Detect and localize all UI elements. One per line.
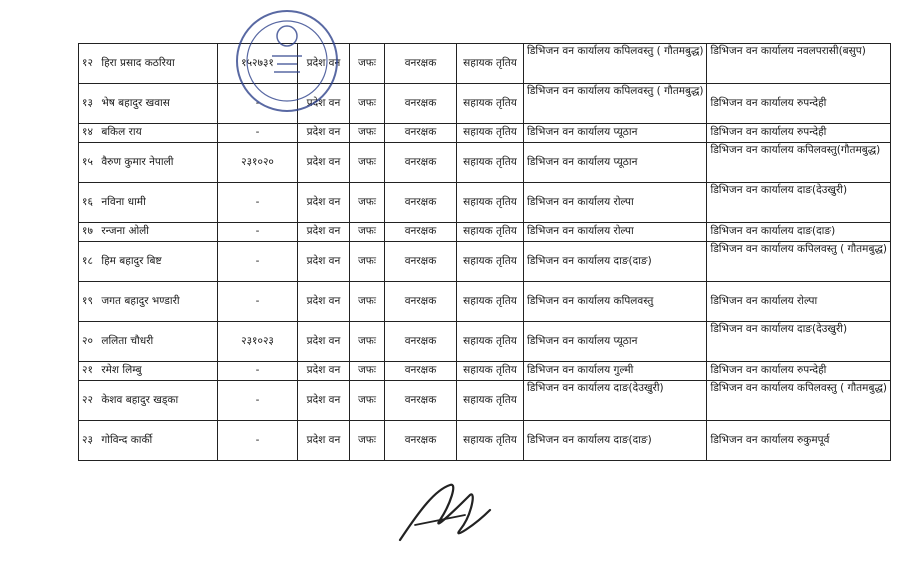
to-office-cell-text: डिभिजन वन कार्यालय रुपन्देही bbox=[710, 364, 827, 377]
employee-name: जगत बहादुर भण्डारी bbox=[101, 294, 180, 307]
level-cell bbox=[457, 84, 524, 124]
group-cell bbox=[350, 223, 385, 242]
post-cell bbox=[385, 282, 457, 322]
to-office-cell-text: डिभिजन वन कार्यालय कपिलवस्तु ( गौतमबुद्ध) bbox=[710, 382, 887, 394]
group-cell-text: जफः bbox=[357, 56, 376, 69]
employee-cell bbox=[79, 124, 218, 143]
employee-code bbox=[218, 362, 298, 381]
employee-cell bbox=[79, 143, 218, 183]
level-cell bbox=[457, 183, 524, 223]
group-cell-text: जफः bbox=[357, 195, 376, 208]
service-cell bbox=[298, 362, 350, 381]
level-cell-text: सहायक तृतिय bbox=[463, 96, 517, 109]
employee-cell bbox=[79, 421, 218, 461]
employee-code bbox=[218, 183, 298, 223]
group-cell bbox=[350, 84, 385, 124]
level-cell-text: सहायक तृतिय bbox=[463, 195, 517, 208]
employee-code bbox=[218, 242, 298, 282]
post-cell-text: वनरक्षक bbox=[404, 364, 437, 377]
service-cell-text: प्रदेश वन bbox=[306, 155, 341, 168]
group-cell bbox=[350, 421, 385, 461]
service-cell-text: प्रदेश वन bbox=[306, 254, 341, 267]
employee-code-text: - bbox=[255, 393, 260, 406]
to-office-cell bbox=[707, 362, 890, 381]
from-office-cell bbox=[524, 322, 707, 362]
serial-number: २३ bbox=[82, 433, 93, 446]
serial-number: १४ bbox=[82, 126, 93, 139]
post-cell-text: वनरक्षक bbox=[404, 195, 437, 208]
to-office-cell bbox=[707, 282, 890, 322]
level-cell-text: सहायक तृतिय bbox=[463, 364, 517, 377]
serial-number: २१ bbox=[82, 364, 93, 377]
service-cell bbox=[298, 242, 350, 282]
from-office-cell bbox=[524, 84, 707, 124]
from-office-cell bbox=[524, 242, 707, 282]
service-cell-text: प्रदेश वन bbox=[306, 364, 341, 377]
from-office-cell bbox=[524, 362, 707, 381]
post-cell bbox=[385, 143, 457, 183]
service-cell-text: प्रदेश वन bbox=[306, 195, 341, 208]
employee-cell bbox=[79, 84, 218, 124]
employee-code bbox=[218, 322, 298, 362]
table-row bbox=[79, 143, 891, 183]
post-cell-text: वनरक्षक bbox=[404, 254, 437, 267]
to-office-cell bbox=[707, 183, 890, 223]
employee-code bbox=[218, 124, 298, 143]
from-office-cell-text: डिभिजन वन कार्यालय रोल्पा bbox=[527, 225, 634, 238]
post-cell bbox=[385, 381, 457, 421]
employee-cell bbox=[79, 183, 218, 223]
employee-code-text: - bbox=[255, 294, 260, 307]
employee-code-text: - bbox=[255, 126, 260, 139]
level-cell bbox=[457, 124, 524, 143]
from-office-cell bbox=[524, 183, 707, 223]
to-office-cell bbox=[707, 44, 890, 84]
from-office-cell bbox=[524, 381, 707, 421]
from-office-cell bbox=[524, 124, 707, 143]
group-cell bbox=[350, 381, 385, 421]
service-cell bbox=[298, 322, 350, 362]
employee-name: हिम बहादुर बिष्ट bbox=[101, 254, 162, 267]
from-office-cell-text: डिभिजन वन कार्यालय दाङ(देउखुरी) bbox=[527, 382, 664, 394]
to-office-cell bbox=[707, 421, 890, 461]
level-cell-text: सहायक तृतिय bbox=[463, 155, 517, 168]
from-office-cell-text: डिभिजन वन कार्यालय प्यूठान bbox=[527, 126, 638, 139]
to-office-cell bbox=[707, 84, 890, 124]
from-office-cell-text: डिभिजन वन कार्यालय प्यूठान bbox=[527, 155, 638, 168]
group-cell-text: जफः bbox=[357, 393, 376, 406]
employee-name: केशव बहादुर खड्का bbox=[101, 393, 179, 406]
employee-cell bbox=[79, 381, 218, 421]
post-cell bbox=[385, 322, 457, 362]
employee-name: नविना धामी bbox=[101, 195, 146, 208]
to-office-cell-text: डिभिजन वन कार्यालय नवलपरासी(बसुप) bbox=[710, 45, 866, 57]
table-row bbox=[79, 381, 891, 421]
table-row bbox=[79, 242, 891, 282]
service-cell-text: प्रदेश वन bbox=[306, 126, 341, 139]
signature-icon bbox=[380, 470, 510, 560]
to-office-cell-text: डिभिजन वन कार्यालय दाङ(दाङ) bbox=[710, 225, 836, 238]
group-cell bbox=[350, 282, 385, 322]
table-row bbox=[79, 223, 891, 242]
group-cell bbox=[350, 362, 385, 381]
from-office-cell-text: डिभिजन वन कार्यालय कपिलवस्तु ( गौतमबुद्ध) bbox=[527, 85, 704, 97]
group-cell-text: जफः bbox=[357, 334, 376, 347]
employee-code bbox=[218, 143, 298, 183]
transfer-table bbox=[78, 43, 891, 461]
employee-cell bbox=[79, 223, 218, 242]
service-cell-text: प्रदेश वन bbox=[306, 433, 341, 446]
from-office-cell bbox=[524, 223, 707, 242]
from-office-cell-text: डिभिजन वन कार्यालय रोल्पा bbox=[527, 195, 634, 208]
employee-name: गोविन्द कार्की bbox=[101, 433, 153, 446]
serial-number: २२ bbox=[82, 393, 93, 406]
group-cell-text: जफः bbox=[357, 254, 376, 267]
level-cell-text: सहायक तृतिय bbox=[463, 294, 517, 307]
level-cell-text: सहायक तृतिय bbox=[463, 334, 517, 347]
to-office-cell bbox=[707, 322, 890, 362]
employee-name: बकिल राय bbox=[101, 126, 142, 139]
group-cell bbox=[350, 242, 385, 282]
service-cell-text: प्रदेश वन bbox=[306, 393, 341, 406]
table-row bbox=[79, 322, 891, 362]
to-office-cell bbox=[707, 381, 890, 421]
level-cell bbox=[457, 322, 524, 362]
employee-name: वैरुण कुमार नेपाली bbox=[101, 155, 174, 168]
group-cell bbox=[350, 124, 385, 143]
to-office-cell-text: डिभिजन वन कार्यालय दाङ(देउखुरी) bbox=[710, 184, 848, 196]
level-cell-text: सहायक तृतिय bbox=[463, 56, 517, 69]
serial-number: १३ bbox=[82, 96, 93, 109]
employee-code-text: - bbox=[255, 96, 260, 109]
employee-name: ललिता चौधरी bbox=[101, 334, 154, 347]
post-cell-text: वनरक्षक bbox=[404, 294, 437, 307]
level-cell-text: सहायक तृतिय bbox=[463, 126, 517, 139]
employee-code bbox=[218, 282, 298, 322]
to-office-cell-text: डिभिजन वन कार्यालय रुकुमपूर्व bbox=[710, 433, 830, 446]
post-cell-text: वनरक्षक bbox=[404, 96, 437, 109]
from-office-cell bbox=[524, 143, 707, 183]
to-office-cell bbox=[707, 124, 890, 143]
to-office-cell-text: डिभिजन वन कार्यालय कपिलवस्तु ( गौतमबुद्ध) bbox=[710, 243, 887, 255]
group-cell-text: जफः bbox=[357, 225, 376, 238]
service-cell bbox=[298, 124, 350, 143]
post-cell-text: वनरक्षक bbox=[404, 334, 437, 347]
service-cell bbox=[298, 282, 350, 322]
group-cell bbox=[350, 44, 385, 84]
level-cell bbox=[457, 223, 524, 242]
employee-code-text: - bbox=[255, 254, 260, 267]
to-office-cell-text: डिभिजन वन कार्यालय रुपन्देही bbox=[710, 96, 827, 109]
service-cell bbox=[298, 143, 350, 183]
group-cell-text: जफः bbox=[357, 294, 376, 307]
service-cell-text: प्रदेश वन bbox=[306, 56, 341, 69]
level-cell bbox=[457, 242, 524, 282]
serial-number: १९ bbox=[82, 294, 93, 307]
group-cell bbox=[350, 183, 385, 223]
employee-code-text: २३१०२० bbox=[241, 155, 274, 168]
to-office-cell-text: डिभिजन वन कार्यालय रोल्पा bbox=[710, 294, 818, 307]
service-cell bbox=[298, 381, 350, 421]
service-cell bbox=[298, 223, 350, 242]
group-cell-text: जफः bbox=[357, 126, 376, 139]
table-row bbox=[79, 421, 891, 461]
post-cell-text: वनरक्षक bbox=[404, 393, 437, 406]
serial-number: १६ bbox=[82, 195, 93, 208]
service-cell bbox=[298, 183, 350, 223]
post-cell-text: वनरक्षक bbox=[404, 433, 437, 446]
employee-code-text: - bbox=[255, 364, 260, 377]
post-cell bbox=[385, 84, 457, 124]
from-office-cell bbox=[524, 282, 707, 322]
to-office-cell-text: डिभिजन वन कार्यालय कपिलवस्तु(गौतमबुद्ध) bbox=[710, 144, 881, 156]
serial-number: १२ bbox=[82, 56, 93, 69]
employee-cell bbox=[79, 44, 218, 84]
from-office-cell-text: डिभिजन वन कार्यालय दाङ(दाङ) bbox=[527, 433, 652, 446]
group-cell bbox=[350, 143, 385, 183]
level-cell bbox=[457, 44, 524, 84]
employee-name: रमेश लिम्बु bbox=[101, 364, 142, 377]
to-office-cell bbox=[707, 223, 890, 242]
employee-code-text: - bbox=[255, 195, 260, 208]
employee-name: रन्जना ओली bbox=[101, 225, 150, 238]
from-office-cell-text: डिभिजन वन कार्यालय कपिलवस्तु bbox=[527, 294, 654, 307]
employee-cell bbox=[79, 322, 218, 362]
table-row bbox=[79, 44, 891, 84]
employee-name: भेष बहादुर खवास bbox=[101, 96, 170, 109]
post-cell bbox=[385, 183, 457, 223]
level-cell bbox=[457, 282, 524, 322]
employee-code bbox=[218, 223, 298, 242]
level-cell bbox=[457, 143, 524, 183]
group-cell-text: जफः bbox=[357, 433, 376, 446]
service-cell-text: प्रदेश वन bbox=[306, 225, 341, 238]
office-seal-icon bbox=[232, 6, 342, 116]
level-cell-text: सहायक तृतिय bbox=[463, 433, 517, 446]
post-cell-text: वनरक्षक bbox=[404, 56, 437, 69]
table-row bbox=[79, 183, 891, 223]
service-cell-text: प्रदेश वन bbox=[306, 294, 341, 307]
serial-number: १७ bbox=[82, 225, 93, 238]
group-cell bbox=[350, 322, 385, 362]
group-cell-text: जफः bbox=[357, 96, 376, 109]
post-cell bbox=[385, 421, 457, 461]
employee-code bbox=[218, 421, 298, 461]
post-cell bbox=[385, 223, 457, 242]
from-office-cell-text: डिभिजन वन कार्यालय दाङ(दाङ) bbox=[527, 254, 652, 267]
employee-code-text: २३१०२३ bbox=[241, 334, 274, 347]
from-office-cell bbox=[524, 44, 707, 84]
to-office-cell bbox=[707, 242, 890, 282]
post-cell bbox=[385, 44, 457, 84]
level-cell-text: सहायक तृतिय bbox=[463, 225, 517, 238]
post-cell-text: वनरक्षक bbox=[404, 225, 437, 238]
to-office-cell bbox=[707, 143, 890, 183]
from-office-cell-text: डिभिजन वन कार्यालय प्यूठान bbox=[527, 334, 638, 347]
table-body bbox=[79, 44, 891, 461]
employee-code-text: - bbox=[255, 433, 260, 446]
post-cell-text: वनरक्षक bbox=[404, 155, 437, 168]
employee-code bbox=[218, 381, 298, 421]
employee-cell bbox=[79, 242, 218, 282]
post-cell bbox=[385, 242, 457, 282]
employee-code-text: १५२७३१ bbox=[241, 56, 274, 69]
employee-name: हिरा प्रसाद कठरिया bbox=[101, 56, 175, 69]
level-cell bbox=[457, 421, 524, 461]
from-office-cell-text: डिभिजन वन कार्यालय गुल्मी bbox=[527, 364, 634, 377]
level-cell-text: सहायक तृतिय bbox=[463, 254, 517, 267]
from-office-cell bbox=[524, 421, 707, 461]
table-row bbox=[79, 84, 891, 124]
serial-number: २० bbox=[82, 334, 93, 347]
to-office-cell-text: डिभिजन वन कार्यालय रुपन्देही bbox=[710, 126, 827, 139]
employee-cell bbox=[79, 362, 218, 381]
post-cell-text: वनरक्षक bbox=[404, 126, 437, 139]
service-cell bbox=[298, 421, 350, 461]
to-office-cell-text: डिभिजन वन कार्यालय दाङ(देउखुरी) bbox=[710, 323, 848, 335]
table-row bbox=[79, 282, 891, 322]
level-cell bbox=[457, 381, 524, 421]
table-row bbox=[79, 362, 891, 381]
post-cell bbox=[385, 124, 457, 143]
employee-cell bbox=[79, 282, 218, 322]
post-cell bbox=[385, 362, 457, 381]
from-office-cell-text: डिभिजन वन कार्यालय कपिलवस्तु ( गौतमबुद्ध) bbox=[527, 45, 704, 57]
serial-number: १५ bbox=[82, 155, 93, 168]
serial-number: १८ bbox=[82, 254, 93, 267]
service-cell-text: प्रदेश वन bbox=[306, 96, 341, 109]
level-cell bbox=[457, 362, 524, 381]
service-cell-text: प्रदेश वन bbox=[306, 334, 341, 347]
group-cell-text: जफः bbox=[357, 364, 376, 377]
employee-code-text: - bbox=[255, 225, 260, 238]
level-cell-text: सहायक तृतिय bbox=[463, 393, 517, 406]
group-cell-text: जफः bbox=[357, 155, 376, 168]
table-row bbox=[79, 124, 891, 143]
